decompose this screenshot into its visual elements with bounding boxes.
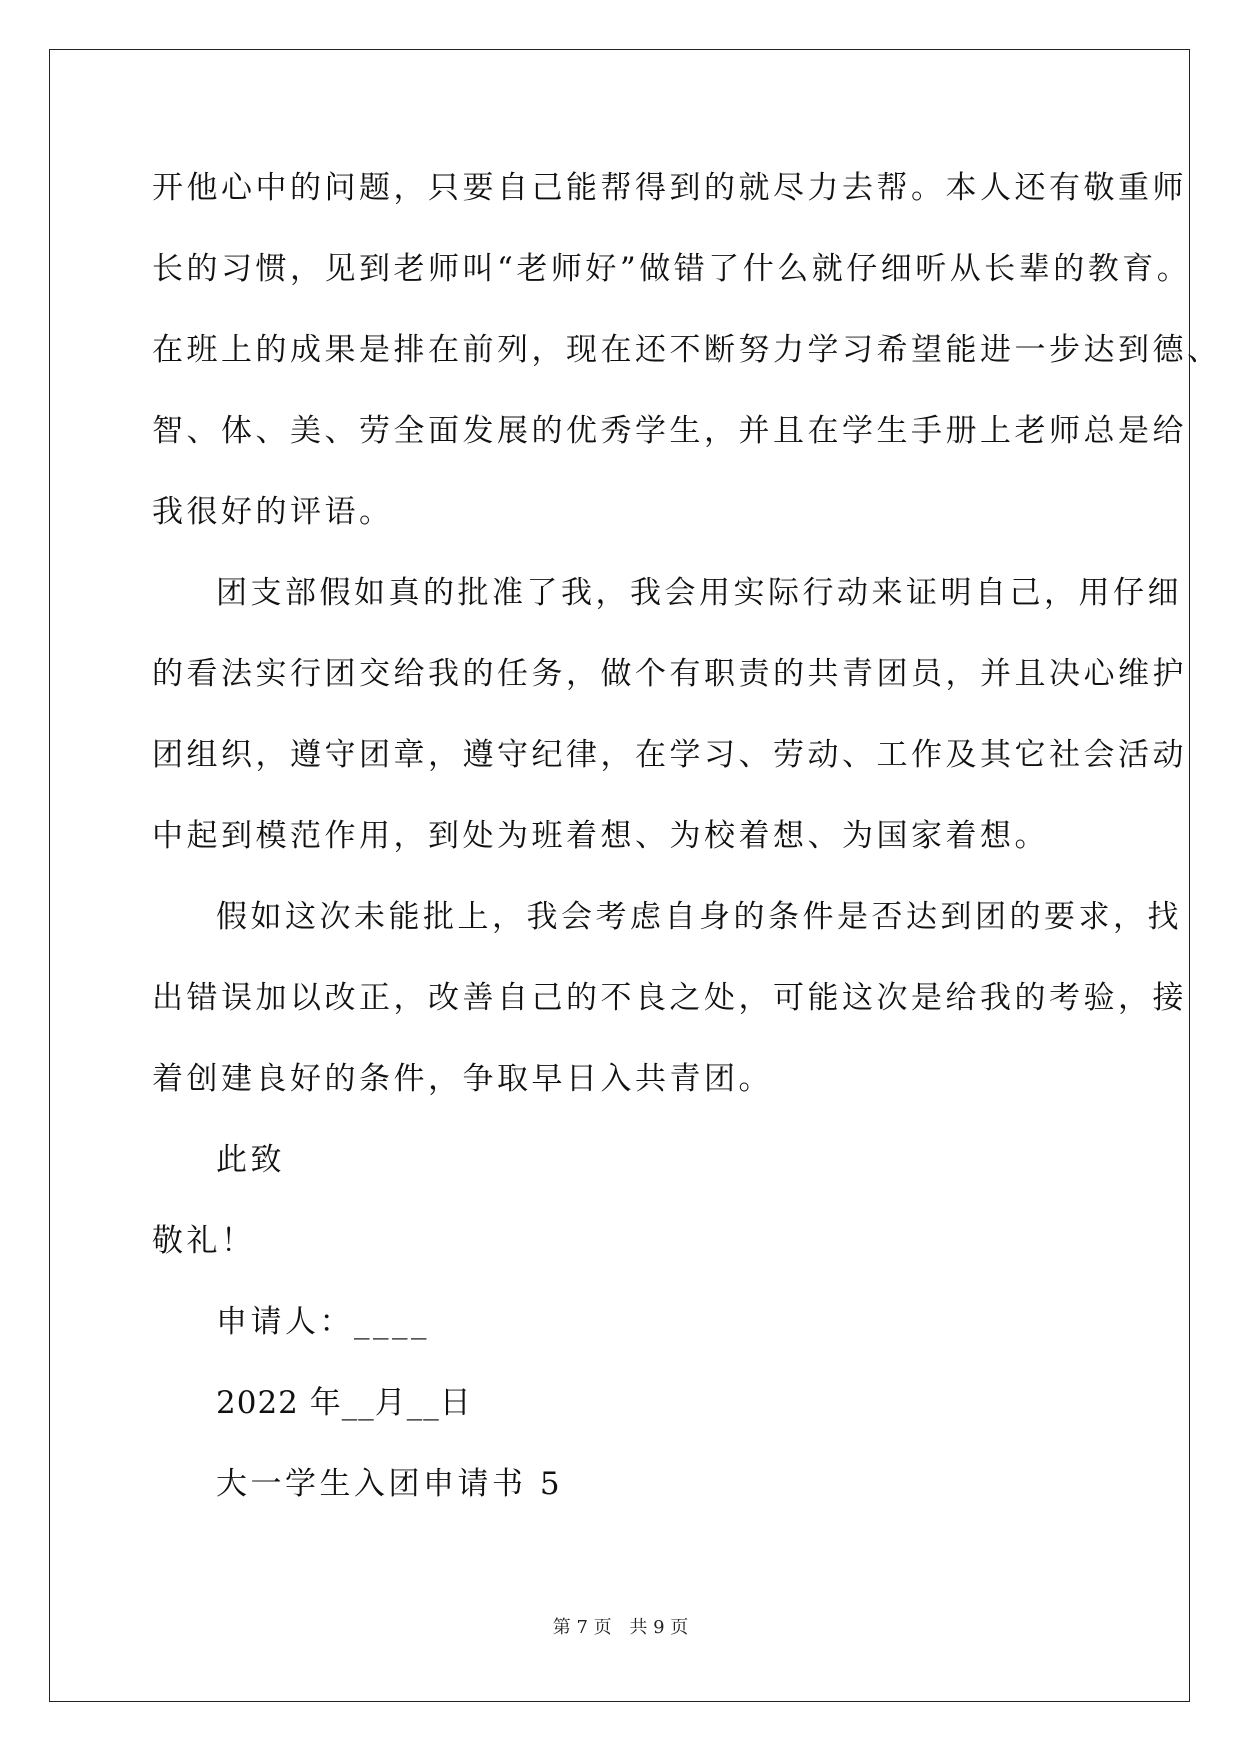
page-border — [49, 49, 1190, 1702]
text-line: 团支部假如真的批准了我，我会用实际行动来证明自己，用仔细 — [216, 575, 1182, 611]
page-number: 第 7 页 — [552, 1617, 612, 1638]
text-line: 我很好的评语。 — [152, 494, 394, 530]
text-line: 开他心中的问题，只要自己能帮得到的就尽力去帮。本人还有敬重师 — [152, 170, 1187, 206]
next-section-title: 大一学生入团申请书 5 — [216, 1466, 564, 1502]
text-line: 的看法实行团交给我的任务，做个有职责的共青团员，并且决心维护 — [152, 656, 1187, 692]
text-line: 在班上的成果是排在前列，现在还不断努力学习希望能进一步达到德、 — [152, 332, 1222, 368]
text-line: 团组织，遵守团章，遵守纪律，在学习、劳动、工作及其它社会活动 — [152, 737, 1187, 773]
text-line: 中起到模范作用，到处为班着想、为校着想、为国家着想。 — [152, 818, 1049, 854]
applicant-line: 申请人：____ — [216, 1304, 430, 1340]
text-line: 智、体、美、劳全面发展的优秀学生，并且在学生手册上老师总是给 — [152, 413, 1187, 449]
date-line: 2022 年__月__日 — [216, 1385, 472, 1421]
page-footer — [0, 1613, 1241, 1639]
text-line: 着创建良好的条件，争取早日入共青团。 — [152, 1061, 773, 1097]
closing-salutation: 此致 — [216, 1142, 285, 1178]
text-line: 假如这次未能批上，我会考虑自身的条件是否达到团的要求，找 — [216, 899, 1182, 935]
page-total: 共 9 页 — [629, 1617, 689, 1638]
closing-regards: 敬礼！ — [152, 1223, 256, 1259]
text-line: 出错误加以改正，改善自己的不良之处，可能这次是给我的考验，接 — [152, 980, 1187, 1016]
text-line: 长的习惯，见到老师叫“老师好”做错了什么就仔细听从长辈的教育。 — [152, 251, 1192, 287]
